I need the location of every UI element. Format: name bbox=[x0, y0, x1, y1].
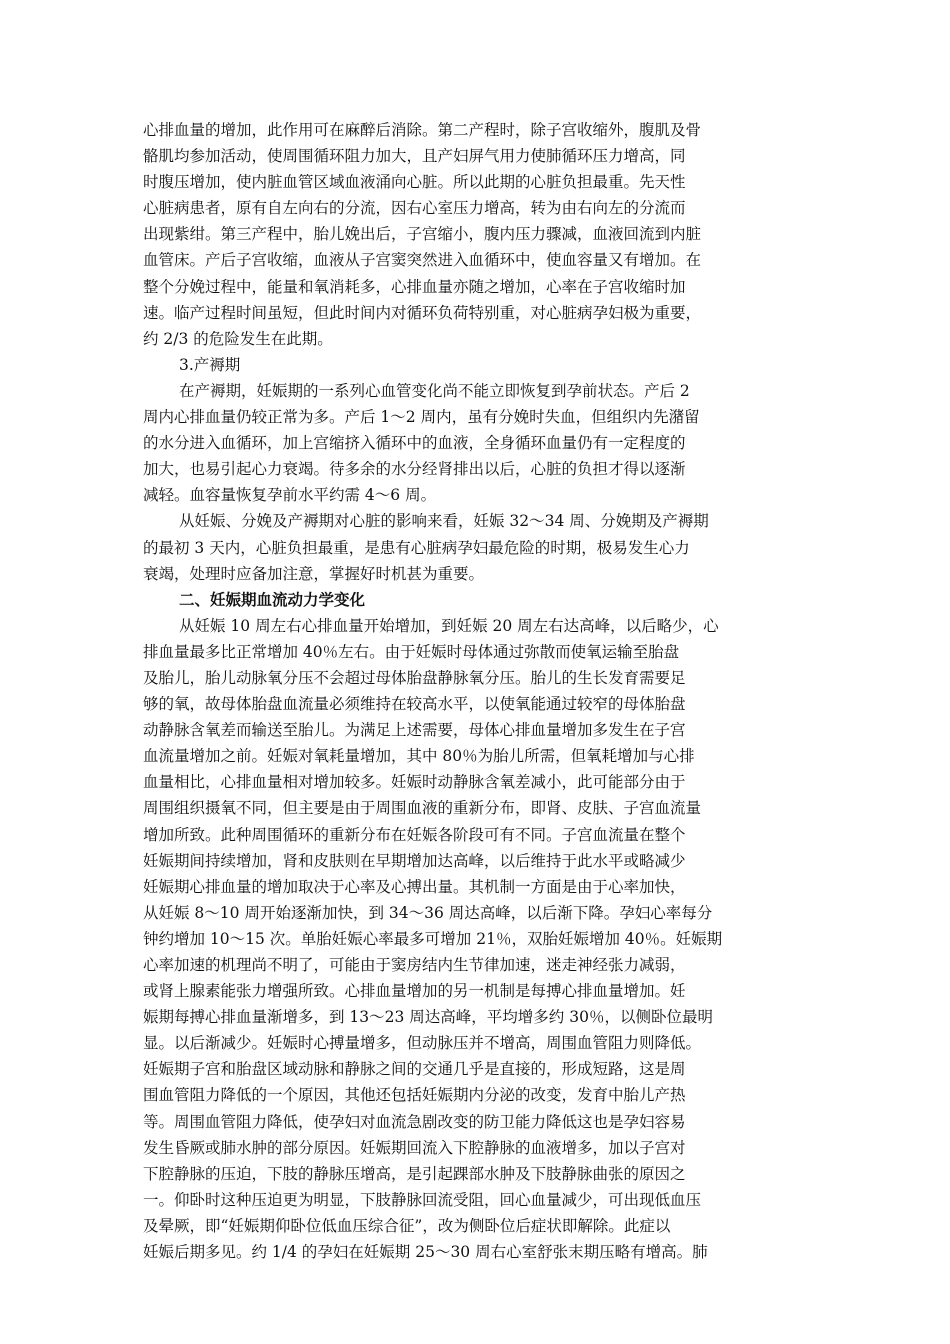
text-line: 或肾上腺素能张力增强所致。心排血量增加的另一机制是每搏心排血量增加。妊 bbox=[143, 982, 686, 1001]
section-heading: 二、妊娠期血流动力学变化 bbox=[179, 590, 366, 609]
text-line: 周围组织摄氧不同，但主要是由于周围血液的重新分布，即肾、皮肤、子宫血流量 bbox=[143, 799, 702, 818]
text-line: 血管床。产后子宫收缩，血液从子宫窦突然进入血循环中，使血容量又有增加。在 bbox=[143, 251, 702, 270]
document-page bbox=[143, 117, 808, 1265]
text-line: 显。以后渐减少。妊娠时心搏量增多，但动脉压并不增高，周围血管阻力则降低。 bbox=[143, 1034, 702, 1053]
text-line: 从妊娠 10 周左右心排血量开始增加，到妊娠 20 周左右达高峰，以后略少，心 bbox=[179, 616, 719, 635]
text-line: 及晕厥，即“妊娠期仰卧位低血压综合征”，改为侧卧位后症状即解除。此症以 bbox=[143, 1216, 671, 1235]
text-line: 血流量增加之前。妊娠对氧耗量增加，其中 80％为胎儿所需，但氧耗增加与心排 bbox=[143, 747, 695, 766]
text-line: 骼肌均参加活动，使周围循环阻力加大，且产妇屏气用力使肺循环压力增高，同 bbox=[143, 147, 686, 166]
text-line: 一。仰卧时这种压迫更为明显，下肢静脉回流受阻，回心血量减少，可出现低血压 bbox=[143, 1190, 702, 1209]
text-line: 排血量最多比正常增加 40％左右。由于妊娠时母体通过弥散而使氧运输至胎盘 bbox=[143, 642, 680, 661]
text-line: 周内心排血量仍较正常为多。产后 1～2 周内，虽有分娩时失血，但组织内先潴留 bbox=[143, 408, 700, 427]
text-line: 出现紫绀。第三产程中，胎儿娩出后，子宫缩小，腹内压力骤减，血液回流到内脏 bbox=[143, 225, 702, 244]
text-line: 钟约增加 10～15 次。单胎妊娠心率最多可增加 21％，双胎妊娠增加 40％。妊娠期 bbox=[143, 929, 723, 948]
text-line: 动静脉含氧差而输送至胎儿。为满足上述需要，母体心排血量增加多发生在子宫 bbox=[143, 721, 686, 740]
text-line: 及胎儿，胎儿动脉氧分压不会超过母体胎盘静脉氧分压。胎儿的生长发育需要足 bbox=[143, 668, 686, 687]
text-line: 时腹压增加，使内脏血管区域血液涌向心脏。所以此期的心脏负担最重。先天性 bbox=[143, 173, 686, 192]
section-subheading: 3.产褥期 bbox=[179, 355, 241, 374]
text-line: 整个分娩过程中，能量和氧消耗多，心排血量亦随之增加，心率在子宫收缩时加 bbox=[143, 277, 686, 296]
text-line: 妊娠期子宫和胎盘区域动脉和静脉之间的交通几乎是直接的，形成短路，这是周 bbox=[143, 1060, 686, 1079]
text-line: 血量相比，心排血量相对增加较多。妊娠时动静脉含氧差减小，此可能部分由于 bbox=[143, 773, 686, 792]
text-line: 心排血量的增加，此作用可在麻醉后消除。第二产程时，除子宫收缩外，腹肌及骨 bbox=[143, 121, 702, 139]
text-line: 等。周围血管阻力降低，使孕妇对血流急剧改变的防卫能力降低这也是孕妇容易 bbox=[143, 1112, 686, 1131]
text-line: 约 2/3 的危险发生在此期。 bbox=[143, 329, 333, 348]
text-line: 心脏病患者，原有自左向右的分流，因右心室压力增高，转为由右向左的分流而 bbox=[143, 199, 686, 218]
text-line: 心率加速的机理尚不明了，可能由于窦房结内生节律加速，迷走神经张力减弱， bbox=[143, 956, 686, 974]
text-line: 围血管阻力降低的一个原因，其他还包括妊娠期内分泌的改变，发育中胎儿产热 bbox=[143, 1086, 686, 1105]
text-line: 妊娠期心排血量的增加取决于心率及心搏出量。其机制一方面是由于心率加快， bbox=[143, 877, 686, 896]
text-line: 在产褥期，妊娠期的一系列心血管变化尚不能立即恢复到孕前状态。产后 2 bbox=[179, 381, 690, 400]
text-line: 从妊娠 8～10 周开始逐渐加快，到 34～36 周达高峰，以后渐下降。孕妇心率每分 bbox=[143, 903, 713, 922]
text-line: 速。临产过程时间虽短，但此时间内对循环负荷特别重，对心脏病孕妇极为重要， bbox=[143, 303, 702, 322]
text-line: 增加所致。此种周围循环的重新分布在妊娠各阶段可有不同。子宫血流量在整个 bbox=[143, 825, 686, 844]
text-line: 妊娠后期多见。约 1/4 的孕妇在妊娠期 25～30 周右心室舒张末期压略有增高。肺 bbox=[143, 1243, 708, 1262]
text-line: 加大，也易引起心力衰竭。待多余的水分经肾排出以后，心脏的负担才得以逐渐 bbox=[143, 460, 686, 479]
text-line: 减轻。血容量恢复孕前水平约需 4～6 周。 bbox=[143, 486, 437, 505]
text-line: 的最初 3 天内，心脏负担最重，是患有心脏病孕妇最危险的时期，极易发生心力 bbox=[143, 538, 690, 557]
text-line: 下腔静脉的压迫，下肢的静脉压增高，是引起踝部水肿及下肢静脉曲张的原因之 bbox=[143, 1164, 686, 1183]
text-line: 从妊娠、分娩及产褥期对心脏的影响来看，妊娠 32～34 周、分娩期及产褥期 bbox=[179, 512, 709, 531]
text-line: 够的氧，故母体胎盘血流量必须维持在较高水平，以使氧能通过较窄的母体胎盘 bbox=[143, 695, 686, 714]
text-line: 娠期每搏心排血量渐增多，到 13～23 周达高峰，平均增多约 30％，以侧卧位最明 bbox=[143, 1008, 713, 1027]
text-line: 的水分进入血循环，加上宫缩挤入循环中的血液，全身循环血量仍有一定程度的 bbox=[143, 434, 686, 453]
text-line: 妊娠期间持续增加，肾和皮肤则在早期增加达高峰，以后维持于此水平或略减少 bbox=[143, 851, 686, 870]
text-line: 衰竭，处理时应备加注意，掌握好时机甚为重要。 bbox=[143, 564, 485, 583]
text-line: 发生昏厥或肺水肿的部分原因。妊娠期回流入下腔静脉的血液增多，加以子宫对 bbox=[143, 1138, 686, 1157]
